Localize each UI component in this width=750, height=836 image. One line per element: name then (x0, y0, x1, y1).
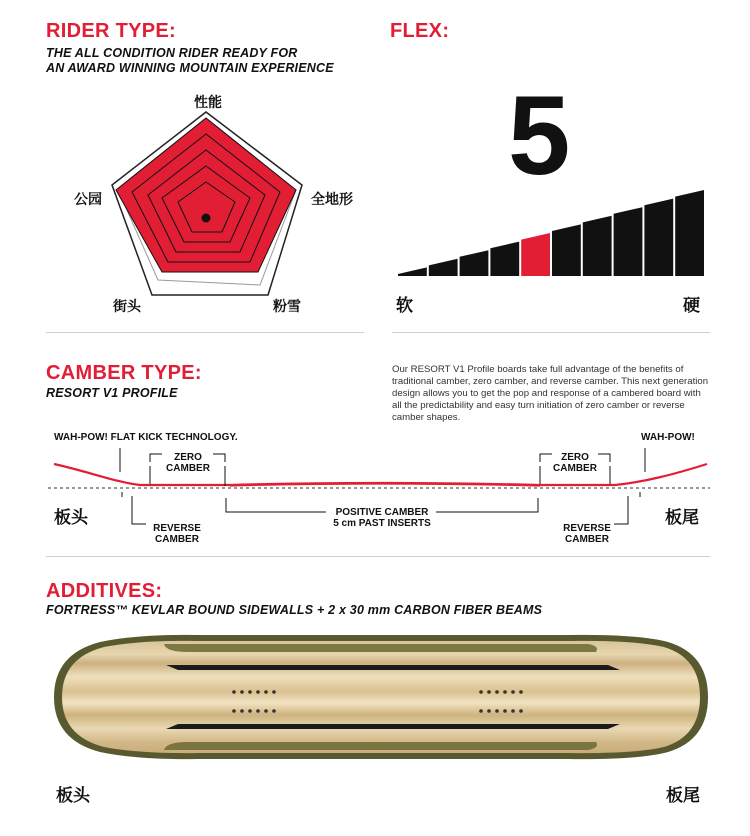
additives-nose-label: 板头 (56, 786, 90, 806)
additives-tail-label: 板尾 (666, 786, 700, 806)
radar-label-street: 街头 (113, 299, 141, 315)
camber-description (392, 364, 722, 424)
flex-bar (675, 190, 704, 276)
flex-bar (644, 199, 673, 276)
camber-type-subtitle: RESORT V1 PROFILE (46, 386, 178, 400)
positive-camber-text: POSITIVE CAMBER (335, 507, 429, 518)
camber-description-line: all the predictability and easy turn initiation of zero camber or reverse (392, 400, 685, 411)
radar-label-all-terrain: 全地形 (311, 192, 353, 208)
rider-type-subtitle-line1: THE ALL CONDITION RIDER READY FOR (46, 46, 298, 60)
board-wood-core (62, 641, 700, 753)
wahpow-right-label: WAH-POW! (641, 432, 695, 443)
zero-camber-text: CAMBER (166, 463, 210, 474)
camber-description-line: Our RESORT V1 Profile boards take full advantage of the benefits of (392, 364, 684, 375)
flex-bar (614, 207, 643, 276)
bracket (614, 496, 628, 524)
positive-camber-label (322, 507, 442, 529)
camber-description-line: camber shapes. (392, 412, 461, 423)
camber-profile-diagram (0, 440, 750, 550)
rider-type-subtitle (46, 46, 334, 76)
reverse-camber-right-label (552, 523, 622, 545)
radar-label-powder: 粉雪 (273, 299, 301, 315)
radar-label-park: 公园 (74, 192, 102, 208)
flex-soft-label: 软 (396, 296, 413, 316)
divider-left (46, 332, 364, 333)
zero-camber-text: CAMBER (553, 463, 597, 474)
flex-bar (552, 224, 581, 276)
camber-description-line: design allows you to get the pop and response of a cambered board with (392, 388, 701, 399)
camber-tail-label: 板尾 (665, 508, 699, 528)
board-edge-band (164, 742, 597, 750)
rider-type-title: RIDER TYPE: (46, 20, 176, 42)
flex-bar (429, 259, 458, 276)
wahpow-left-label: WAH-POW! FLAT KICK TECHNOLOGY. (54, 432, 238, 443)
board-edge-band (164, 644, 597, 652)
zero-camber-left-label (148, 452, 228, 474)
carbon-beam-top (166, 665, 620, 670)
zero-camber-text: ZERO (174, 452, 202, 463)
flex-bar (460, 250, 489, 276)
bracket (226, 498, 326, 512)
flex-bar (490, 242, 519, 276)
divider-right (392, 332, 710, 333)
reverse-camber-left-label (142, 523, 212, 545)
zero-camber-right-label (535, 452, 615, 474)
reverse-camber-text: CAMBER (155, 534, 199, 545)
flex-scale (398, 190, 708, 280)
flex-hard-label: 硬 (683, 296, 700, 316)
flex-bar (398, 267, 427, 276)
divider-camber (46, 556, 710, 557)
rider-type-subtitle-line2: AN AWARD WINNING MOUNTAIN EXPERIENCE (46, 61, 334, 75)
bracket (132, 496, 146, 524)
flex-title: FLEX: (390, 20, 450, 42)
camber-nose-label: 板头 (54, 508, 88, 528)
bracket (436, 498, 538, 512)
flex-value: 5 (508, 73, 571, 198)
camber-description-line: traditional camber, zero camber, and reverse camber. This next generation (392, 376, 709, 387)
reverse-camber-text: REVERSE (153, 523, 201, 534)
additives-title: ADDITIVES: (46, 580, 163, 602)
flex-bar (583, 216, 612, 276)
carbon-beam-bottom (166, 724, 620, 729)
reverse-camber-text: REVERSE (563, 523, 611, 534)
rider-type-radar (100, 100, 320, 300)
additives-subtitle: FORTRESS™ KEVLAR BOUND SIDEWALLS + 2 x 30 mm CARBON FIBER BEAMS (46, 603, 543, 617)
flex-bar-active (521, 233, 550, 276)
zero-camber-text: ZERO (561, 452, 589, 463)
camber-type-title: CAMBER TYPE: (46, 362, 202, 384)
board-illustration (48, 632, 712, 762)
positive-camber-text: 5 cm PAST INSERTS (333, 518, 431, 529)
radar-center-dot (202, 214, 211, 223)
reverse-camber-text: CAMBER (565, 534, 609, 545)
radar-label-performance: 性能 (194, 95, 222, 111)
